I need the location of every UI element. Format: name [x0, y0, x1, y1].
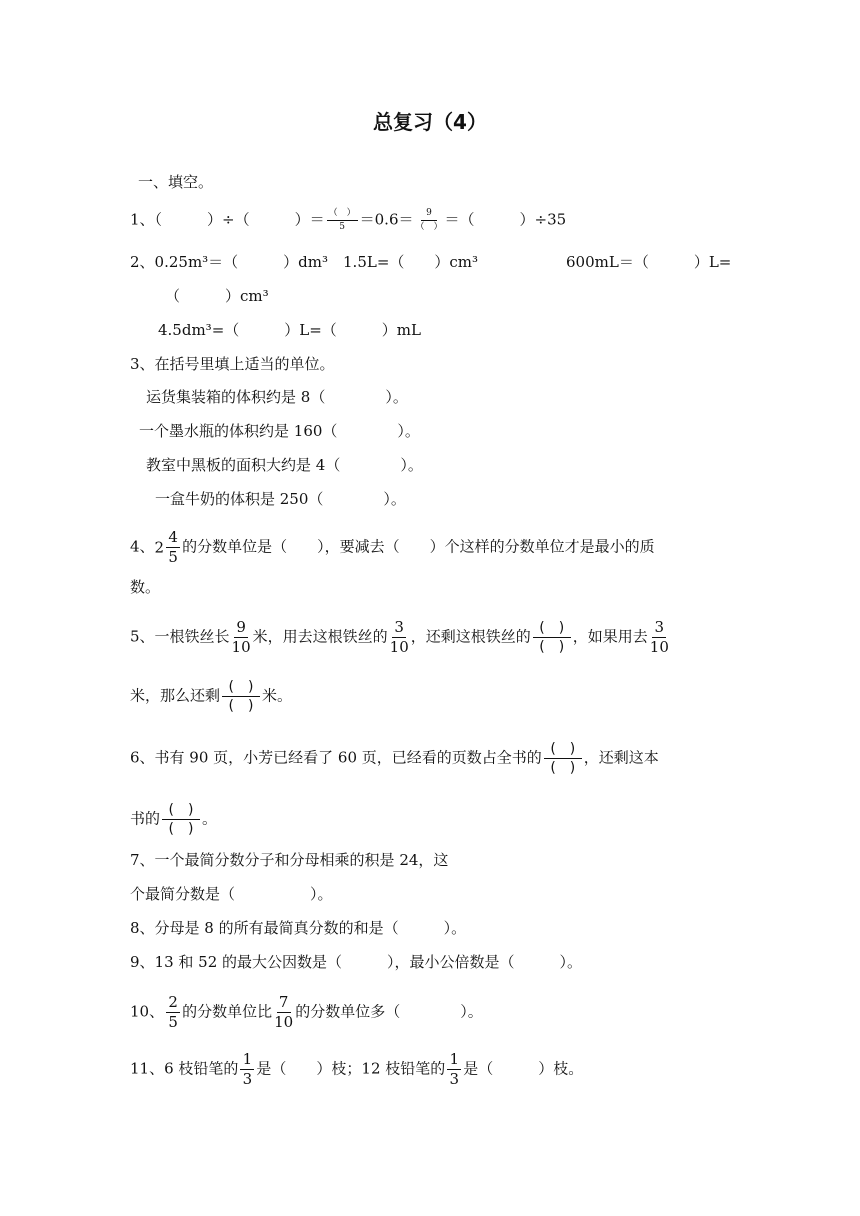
q5-text-d: ，如果用去 [572, 627, 648, 646]
question-3-stem: 3、在括号里填上适当的单位。 [130, 355, 335, 373]
q10-f1-numerator: 2 [166, 995, 180, 1013]
q6-blank-fraction-1 [544, 742, 582, 775]
q10-f2-denominator: 10 [274, 1013, 294, 1031]
q5-text-e: 米，那么还剩 [130, 686, 221, 705]
q1-part-b: ＝（ ）÷35 [444, 210, 567, 229]
q1-mid: ＝0.6＝ [359, 210, 414, 229]
question-2-line-1-right: 600mL＝（ ）L= [566, 253, 732, 271]
q5-blank1-numerator: ( ) [533, 621, 571, 638]
q1-fraction-2 [416, 209, 443, 232]
q5-blank2-denominator: ( ) [228, 698, 254, 714]
q11-text-a: 11、6 枝铅笔的 [130, 1059, 239, 1078]
question-3-d: 一盒牛奶的体积是 250（ ）。 [155, 490, 406, 508]
question-3-a: 运货集装箱的体积约是 8（ ）。 [146, 388, 408, 406]
q5-fraction-3 [650, 620, 669, 655]
question-2-line-2: （ ）cm³ [165, 287, 269, 305]
q5-f3-numerator: 3 [652, 620, 666, 638]
q4-fraction [166, 530, 180, 565]
q11-text-c: 是（ ）枝。 [463, 1059, 584, 1078]
question-1 [130, 209, 566, 232]
q10-text-a: 10、 [130, 1002, 165, 1021]
q5-text-b: 米，用去这根铁丝的 [252, 627, 388, 646]
q10-text-c: 的分数单位多（ ）。 [295, 1002, 483, 1021]
q5-f2-denominator: 10 [389, 638, 409, 656]
q10-fraction-1 [166, 995, 180, 1030]
q1-frac2-denominator: （ ） [415, 222, 443, 232]
q6-text-c: 书的 [130, 809, 161, 828]
q4-prefix: 4、 [130, 537, 155, 556]
q6-blank1-denominator: ( ) [550, 760, 576, 776]
q5-f2-numerator: 3 [392, 620, 406, 638]
q11-text-b: 是（ ）枝；12 枝铅笔的 [256, 1059, 446, 1078]
section-heading: 一、填空。 [138, 173, 214, 191]
q11-fraction-2 [447, 1052, 461, 1087]
question-4 [130, 530, 655, 565]
q1-frac1-numerator: （ ） [327, 209, 358, 221]
q11-fraction-1 [240, 1052, 254, 1087]
q10-f2-numerator: 7 [277, 995, 291, 1013]
q6-text-a: 6、书有 90 页，小芳已经看了 60 页，已经看的页数占全书的 [130, 748, 542, 767]
q6-blank1-numerator: ( ) [544, 742, 582, 759]
question-4-continued: 数。 [130, 578, 161, 596]
question-10 [130, 995, 483, 1030]
q5-fraction-1 [232, 620, 251, 655]
q11-f2-numerator: 1 [447, 1052, 461, 1070]
q5-blank-fraction-2 [222, 680, 260, 713]
q6-blank-fraction-2 [162, 803, 200, 836]
q11-f1-denominator: 3 [242, 1070, 253, 1088]
q6-blank2-denominator: ( ) [168, 821, 194, 837]
q6-blank2-numerator: ( ) [162, 803, 200, 820]
question-5-line-2 [130, 680, 292, 713]
q1-fraction-1 [327, 209, 358, 232]
q5-text-f: 米。 [262, 686, 293, 705]
q5-f1-numerator: 9 [234, 620, 248, 638]
question-2-line-3: 4.5dm³=（ ）L=（ ）mL [158, 321, 421, 339]
q5-blank2-numerator: ( ) [222, 680, 260, 697]
q4-numerator: 4 [166, 530, 180, 548]
question-2-line-1: 2、0.25m³＝（ ）dm³ 1.5L=（ ）cm³ [130, 253, 479, 271]
q5-f1-denominator: 10 [231, 638, 251, 656]
q5-f3-denominator: 10 [649, 638, 669, 656]
q6-text-b: ，还剩这本 [583, 748, 659, 767]
q11-f2-denominator: 3 [449, 1070, 460, 1088]
question-5-line-1 [130, 620, 671, 655]
q10-fraction-2 [274, 995, 293, 1030]
q5-text-a: 5、一根铁丝长 [130, 627, 230, 646]
q1-part-a: 1、（ ）÷（ ）＝ [130, 210, 325, 229]
question-6-line-1 [130, 742, 659, 775]
q5-blank-fraction-1 [533, 621, 571, 654]
q1-frac2-numerator: 9 [421, 209, 437, 221]
q6-text-d: 。 [202, 809, 218, 828]
q4-denominator: 5 [168, 548, 178, 566]
question-9: 9、13 和 52 的最大公因数是（ ），最小公倍数是（ ）。 [130, 953, 583, 971]
q5-text-c: ，还剩这根铁丝的 [410, 627, 531, 646]
q5-blank1-denominator: ( ) [539, 639, 565, 655]
q10-f1-denominator: 5 [168, 1013, 178, 1031]
question-7-line-1: 7、一个最简分数分子和分母相乘的积是 24，这 [130, 851, 449, 869]
question-8: 8、分母是 8 的所有最简真分数的和是（ ）。 [130, 919, 467, 937]
question-6-line-2 [130, 803, 217, 836]
question-3-c: 教室中黑板的面积大约是 4（ ）。 [146, 456, 423, 474]
page-title: 总复习（4） [373, 110, 487, 134]
question-3-b: 一个墨水瓶的体积约是 160（ ）。 [139, 422, 420, 440]
q4-whole-number: 2 [154, 538, 165, 557]
question-11 [130, 1052, 583, 1087]
q4-text: 的分数单位是（ ），要减去（ ）个这样的分数单位才是最小的质 [182, 537, 655, 556]
question-7-line-2: 个最简分数是（ ）。 [130, 885, 333, 903]
q1-frac1-denominator: 5 [339, 222, 345, 232]
q11-f1-numerator: 1 [240, 1052, 254, 1070]
q10-text-b: 的分数单位比 [182, 1002, 273, 1021]
q5-fraction-2 [390, 620, 409, 655]
